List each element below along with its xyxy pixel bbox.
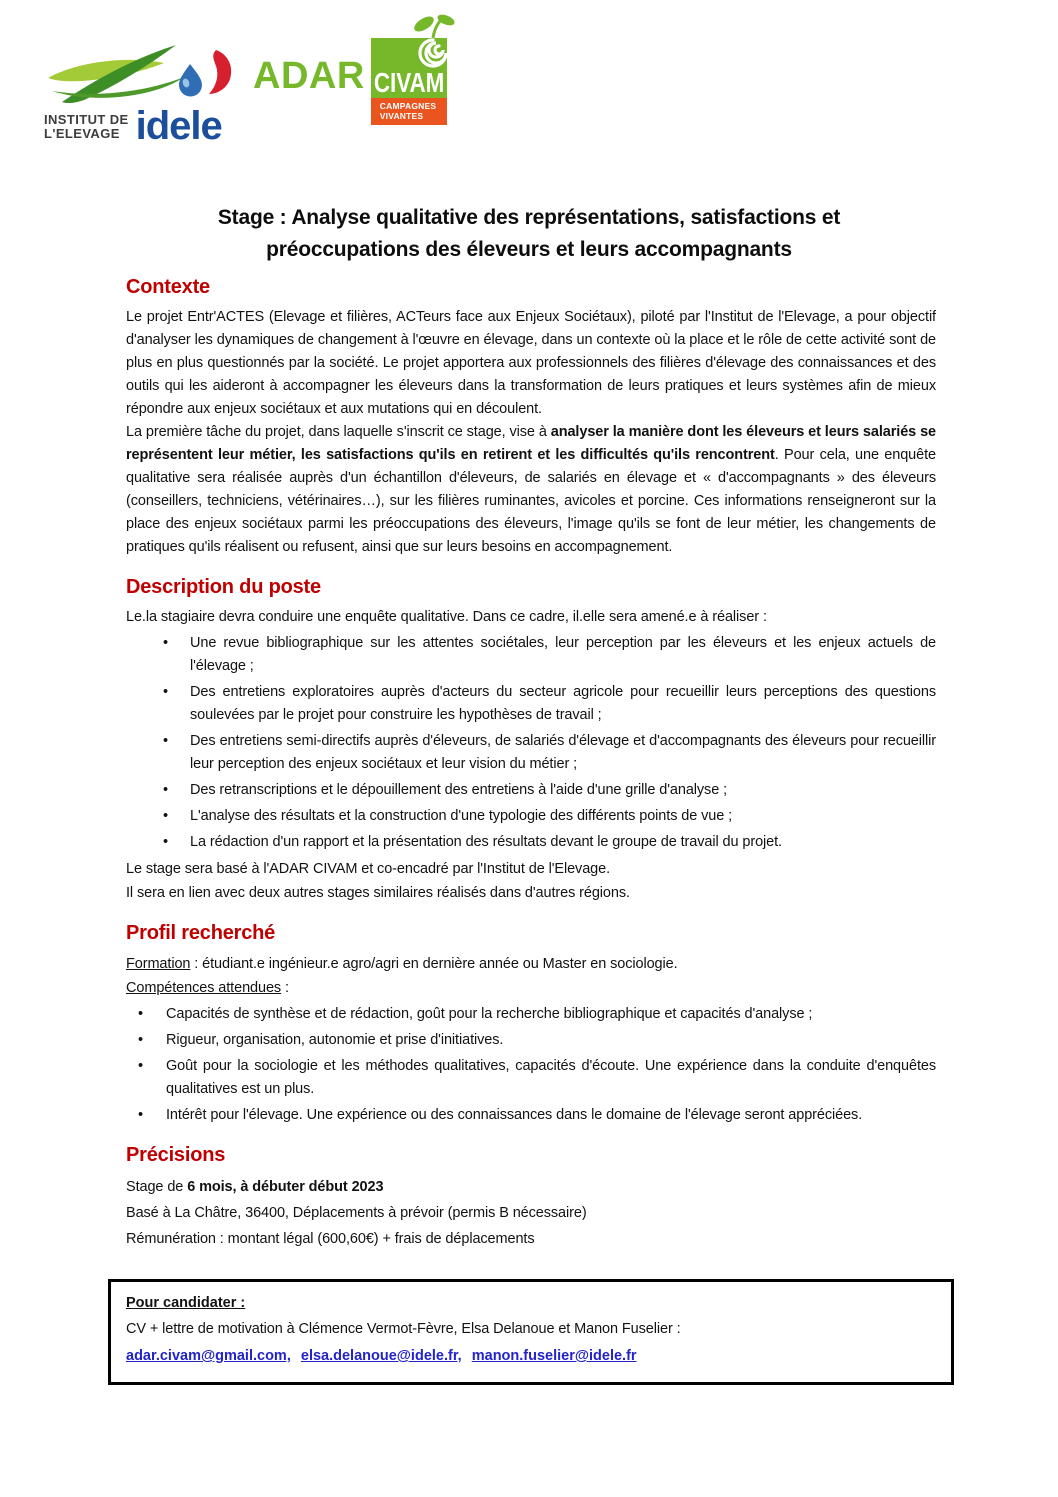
profil-competences [126,976,936,1000]
bullet-item: • Intérêt pour l'élevage. Une expérience ou des connaissances dans le domaine de l'élevage seront appréciées. [126,1104,936,1127]
bullet-item: • La rédaction d'un rapport et la présentation des résultats devant le groupe de travail du projet. [126,831,936,854]
description-outro-1: Le stage sera basé à l'ADAR CIVAM et co-encadré par l'Institut de l'Elevage. [126,861,611,877]
civam-tagline-line1: CAMPAGNES [379,101,437,111]
civam-wordmark: CIVAM [373,67,445,98]
logo-header [0,0,1058,158]
idele-org-line1: INSTITUT DE [44,112,129,127]
page-title-line2: préoccupations des éleveurs et leurs accompagnants [266,238,792,261]
idele-brand-name: idele [135,104,222,148]
description-bullet-list [126,632,936,854]
idele-logo [44,44,244,148]
section-heading-profil: Profil recherché [126,922,276,944]
contexte-paragraph-2 [126,421,936,559]
idele-org-line2: L'ELEVAGE [44,126,120,141]
contexte-p2-suffix: . Pour cela, une enquête qualitative sera réalisée auprès d'un échantillon d'éleveurs, de salariés en élevage et « d'accompagnants » des éleveurs (conseillers, techniciens, vétérinaires…), sur les filières ruminantes, avicoles et porcine. Ces informations renseigneront sur la place des enjeux sociétaux parmi les préoccupations des éleveurs, l'image qu'ils se font de leur métier, les changements de pratiques qu'ils réalisent ou refusent, ainsi que sur leurs besoins en accompagnement. [126,447,936,555]
section-heading-precisions: Précisions [126,1144,226,1166]
precisions-section [126,1142,936,1252]
description-outro-2: Il sera en lien avec deux autres stages similaires réalisés dans d'autres régions. [126,885,630,901]
profil-competences-label: Compétences attendues [126,980,282,996]
profil-bullet-list [126,1003,936,1127]
apply-heading: Pour candidater : [126,1295,246,1311]
precisions-duration-prefix: Stage de [126,1179,188,1195]
email-link-adar-civam[interactable]: adar.civam@gmail.com, [126,1348,291,1364]
precisions-duration [126,1174,936,1200]
profil-formation-text: : étudiant.e ingénieur.e agro/agri en dernière année ou Master en sociologie. [190,956,678,972]
adar-wordmark: ADAR [253,55,365,97]
civam-tagline [371,98,447,125]
bullet-item: • Rigueur, organisation, autonomie et prise d'initiatives. [126,1029,936,1052]
civam-block [371,38,447,125]
bullet-item: • Une revue bibliographique sur les attentes sociétales, leur perception par les éleveurs et les enjeux actuels de l'élevage ; [126,632,936,678]
precisions-location: Basé à La Châtre, 36400, Déplacements à prévoir (permis B nécessaire) [126,1205,587,1221]
section-heading-contexte: Contexte [126,276,210,298]
idele-org-name [44,113,129,141]
adar-civam-logo [253,38,447,125]
idele-artwork-icon [44,44,244,104]
bullet-item: • Des entretiens exploratoires auprès d'acteurs du secteur agricole pour recueillir leurs perceptions des questions soulevées par le projet pour construire les hypothèses de travail ; [126,681,936,727]
apply-box [108,1279,954,1385]
bullet-item: • Des retranscriptions et le dépouillement des entretiens à l'aide d'une grille d'analyse ; [126,779,936,802]
apply-instructions: CV + lettre de motivation à Clémence Vermot-Fèvre, Elsa Delanoue et Manon Fuselier : [126,1321,681,1337]
civam-tagline-line2: VIVANTES [379,110,424,121]
contexte-p2-prefix: La première tâche du projet, dans laquelle s'inscrit ce stage, vise à [126,424,551,440]
email-link-elsa-delanoue[interactable]: elsa.delanoue@idele.fr, [300,1348,462,1364]
precisions-duration-bold: 6 mois, à débuter début 2023 [187,1179,384,1195]
description-intro: Le.la stagiaire devra conduire une enquête qualitative. Dans ce cadre, il.elle sera amené.e à réaliser : [126,609,767,625]
page-title-line1: Stage : Analyse qualitative des représentations, satisfactions et [217,206,841,229]
precisions-remuneration: Rémunération : montant légal (600,60€) + frais de déplacements [126,1231,535,1247]
civam-sprout-icon [409,11,461,69]
profil-competences-colon: : [281,980,289,996]
profil-formation [126,952,936,976]
contexte-p2-bold: analyser la manière dont les éleveurs et leurs salariés se représentent leur métier, les satisfactions qu'ils en retirent et les difficultés qu'ils rencontrent [126,424,937,463]
email-link-manon-fuselier[interactable]: manon.fuselier@idele.fr [471,1348,637,1364]
page-title [99,202,959,266]
bullet-item: • Goût pour la sociologie et les méthodes qualitatives, capacités d'écoute. Une expérience dans la conduite d'enquêtes qualitatives est un plus. [126,1055,936,1101]
contexte-paragraph-1: Le projet Entr'ACTES (Elevage et filières, ACTeurs face aux Enjeux Sociétaux), piloté par l'Institut de l'Elevage, a pour objectif d'analyser les dynamiques de changement à l'œuvre en élevage, dans un contexte où la place et le rôle de cette activité sont de plus en plus questionnés par la société. Le projet apportera aux professionnels des filières d'élevage des connaissances et des outils qui les aideront à accompagner les éleveurs dans la transformation de leurs pratiques et leurs systèmes afin de mieux répondre aux enjeux sociétaux et aux mutations qui en découlent. [126,309,936,417]
bullet-item: • Des entretiens semi-directifs auprès d'éleveurs, de salariés d'élevage et d'accompagnants des éleveurs pour recueillir leur perception des enjeux sociétaux et leur vision du métier ; [126,730,936,776]
profil-formation-label: Formation [126,956,191,972]
bullet-item: • L'analyse des résultats et la construction d'une typologie des différents points de vue ; [126,805,936,828]
apply-links [126,1343,936,1370]
section-heading-description: Description du poste [126,576,321,598]
bullet-item: • Capacités de synthèse et de rédaction, goût pour la recherche bibliographique et capacités d'analyse ; [126,1003,936,1026]
